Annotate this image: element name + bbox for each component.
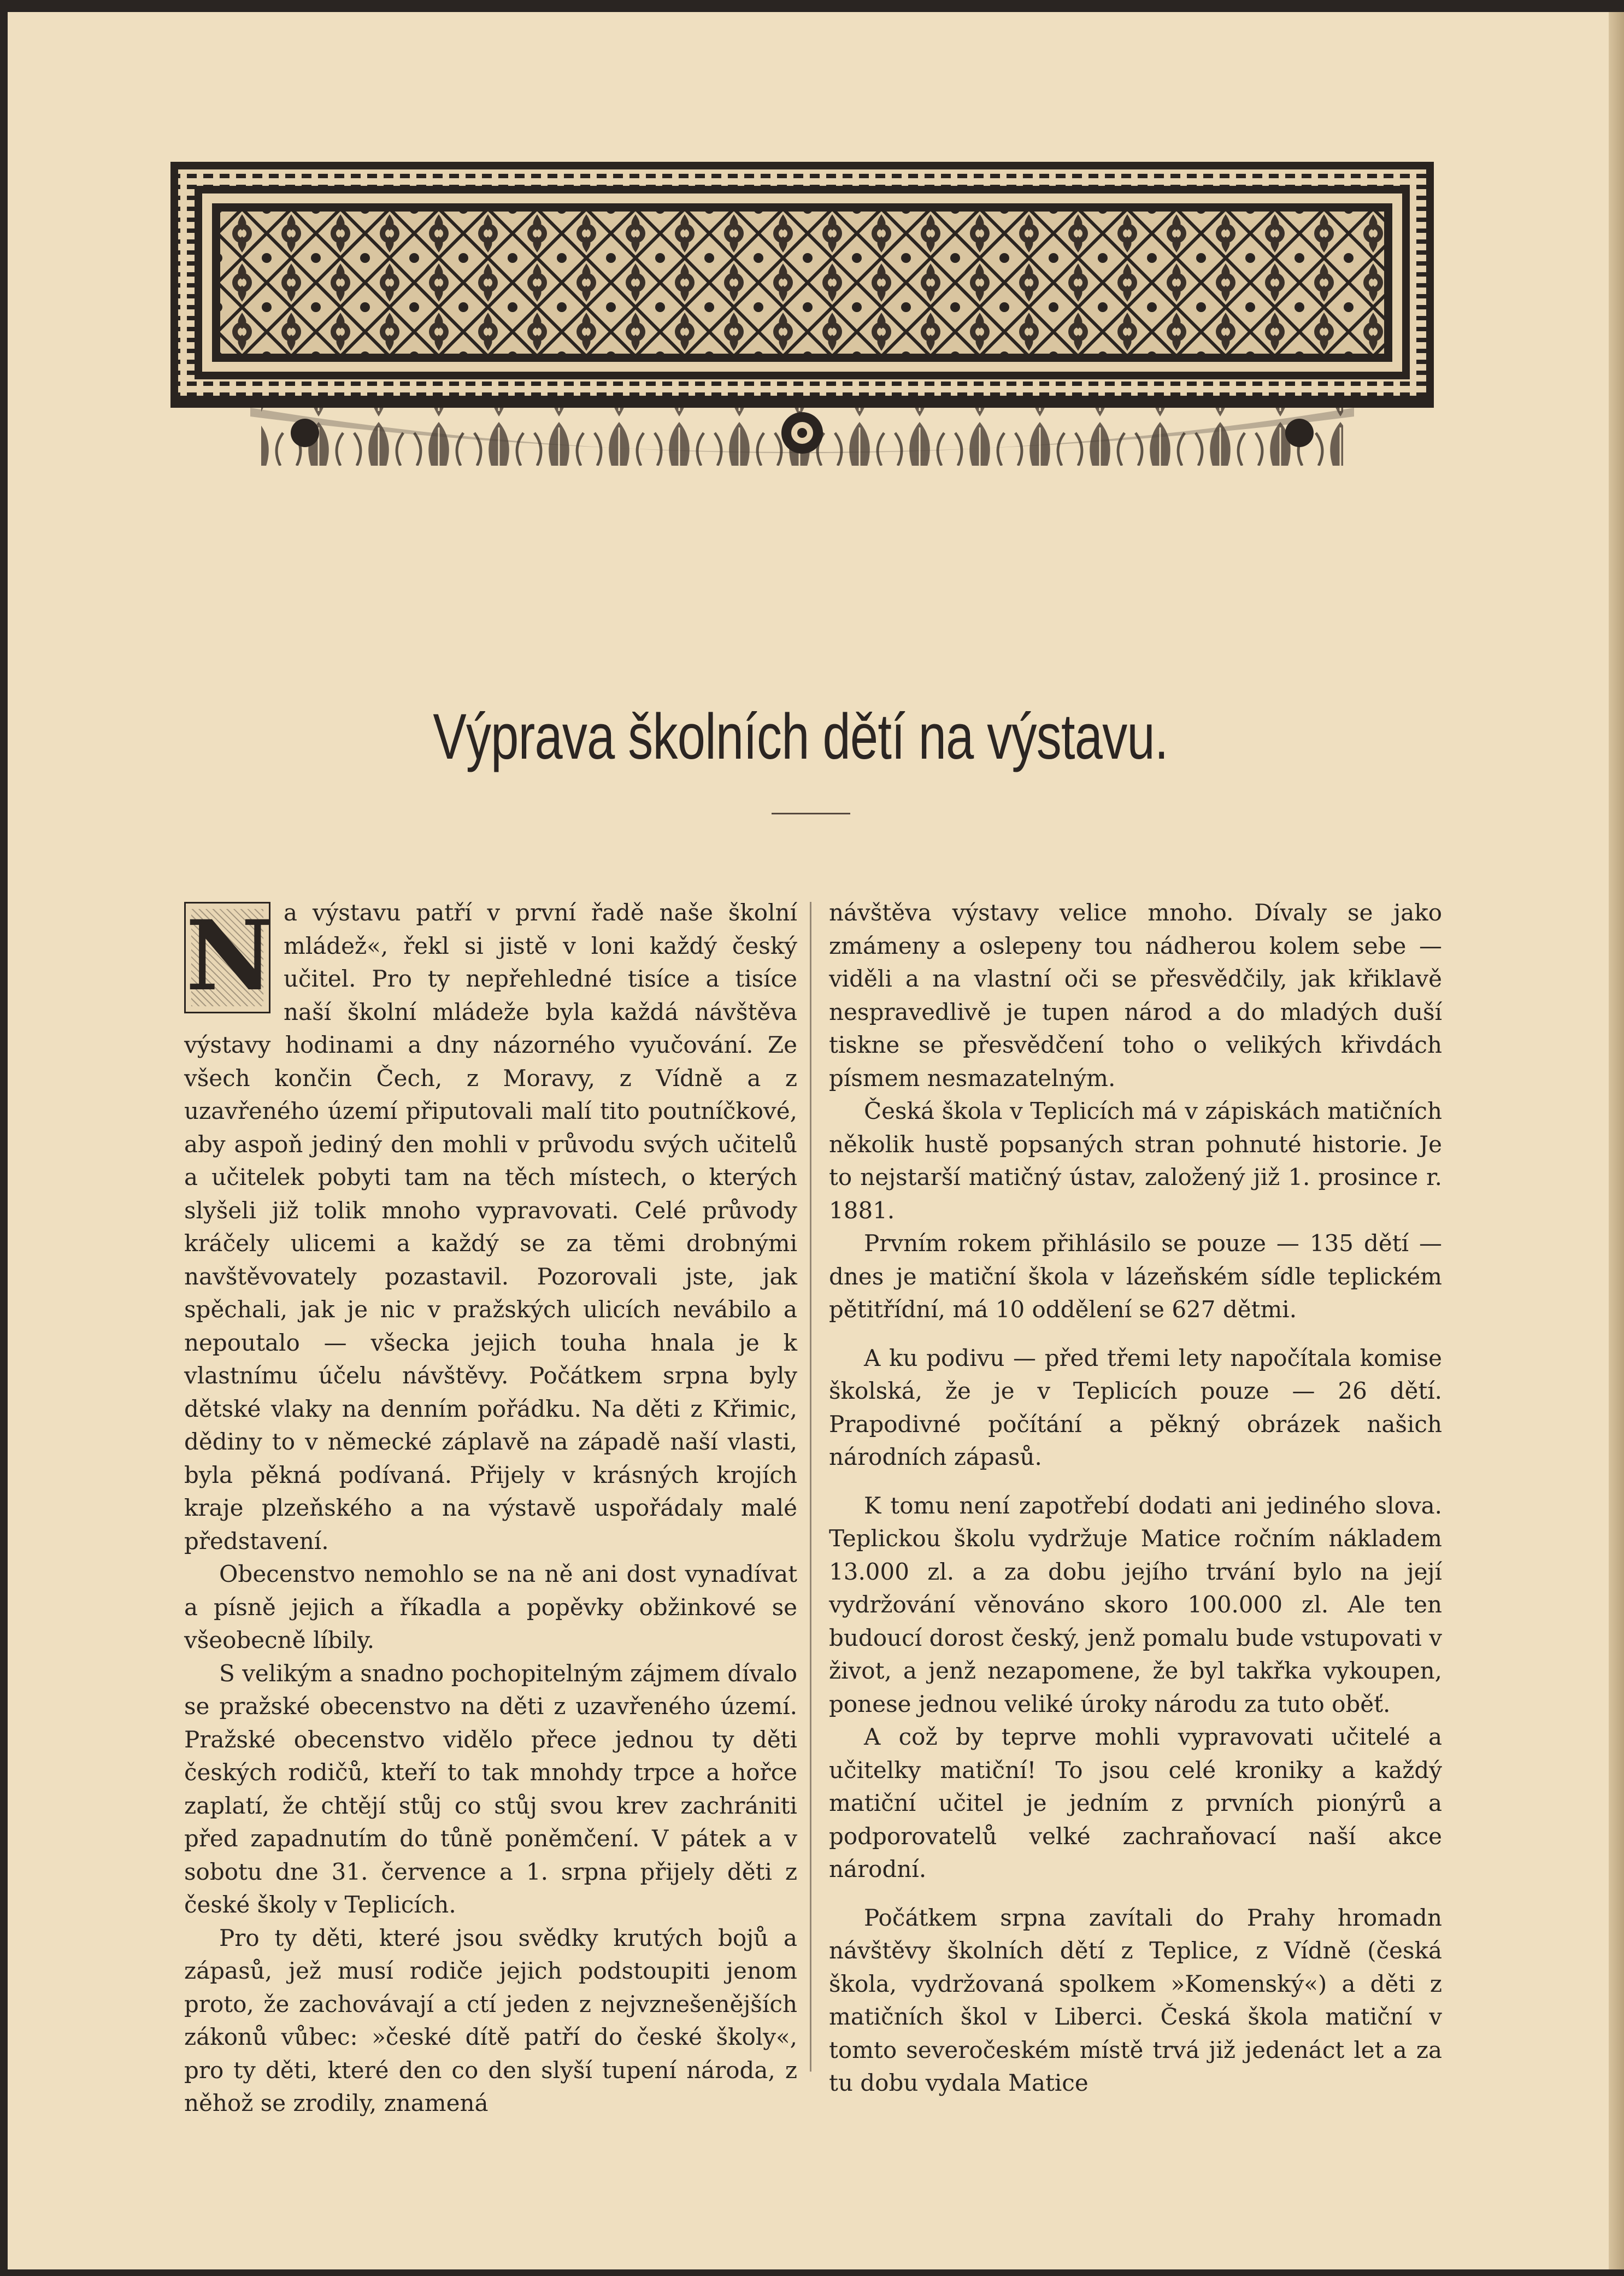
right-paragraph-3: Prvním rokem přihlásilo se pouze — 135 dětí — dnes je matiční škola v lázeňském sídle teplickém pětitřídní, má 10 oddělení se 627 dětmi.	[829, 1230, 1442, 1323]
left-paragraph-4: Pro ty děti, které jsou svědky krutých bojů a zápasů, jež musí rodiče jejich podstoupiti jenom proto, že zachovávají a ctí jeden z nejvznešenějších zákonů vůbec: »české dítě patří do české školy«, pro ty děti, které den co den slyší tupení národa, z něhož se zrodily, znamená	[184, 1924, 797, 2116]
right-paragraph-6: A což by teprve mohli vypravovati učitelé a učitelky matiční! To jsou celé kroniky a každý matiční učitel je jedním z prvních pionýrů a podporovatelů velké zachraňovací naší akce národní.	[829, 1723, 1442, 1882]
left-column	[184, 896, 797, 2120]
right-column	[829, 896, 1442, 2100]
left-paragraph-1	[184, 896, 797, 1558]
ornament-header-icon	[168, 160, 1436, 466]
column-divider	[810, 902, 811, 2072]
page-edge	[1609, 12, 1624, 2269]
article-title: Výprava školních dětí na výstavu.	[433, 701, 1168, 773]
left-paragraph-1-text: a výstavu patří v první řadě naše školní mládež«, řekl si jistě v loni každý český učitel. Pro ty nepřehledné tisíce a tisíce naší školní mládeže byla každá návštěva výstavy hodinami a dny názorného vyučování. Ze všech končin Čech, z Moravy, z Vídně a z uzavřeného území připutovali malí tito poutníčkové, aby aspoň jediný den mohli v průvodu svých učitelů a učitelek pobyti tam na těch místech, o kterých slyšeli již tolik mnoho vypravovati. Celé průvody kráčely ulicemi a každý se za těmi drobnými navštěvovately pozastavil. Pozorovali jste, jak spěchali, jak je nic v pražských ulicích nevábilo a nepoutalo — všecka jejich touha hnala je k vlastnímu účelu návštěvy. Počátkem srpna byly dětské vlaky na denním pořádku. Na děti z Křimic, dědiny to v německé záplavě na západě naší vlasti, byla pěkná podívaná. Přijely v krásných krojích kraje plzeňského a na výstavě uspořádaly malé představení.	[184, 899, 797, 1555]
left-paragraph-2: Obecenstvo nemohlo se na ně ani dost vynadívat a písně jejich a říkadla a popěvky obžinkové se všeobecně líbily.	[184, 1561, 797, 1653]
dropcap-letter: N	[186, 899, 274, 1012]
title-rule	[772, 813, 850, 814]
left-paragraph-3: S velikým a snadno pochopitelným zájmem dívalo se pražské obecenstvo na děti z uzavřeného území. Pražské obecenstvo vidělo přece jednou ty děti českých rodičů, kteří to tak mnohdy trpce a hořce zaplatí, že chtějí stůj co stůj svou krev zachrániti před zapadnutím do tůně poněmčení. V pátek a v sobotu dne 31. července a 1. srpna přijely děti z české školy v Teplicích.	[184, 1659, 797, 1918]
right-paragraph-5: K tomu není zapotřebí dodati ani jediného slova. Teplickou školu vydržuje Matice ročním nákladem 13.000 zl. a za dobu jejího trvání bylo na její vydržování věnováno skoro 100.000 zl. Ale ten budoucí dorost český, jenž pomalu bude vstupovati v život, a jenž nezapomene, že byl takřka vykoupen, ponese jednou veliké úroky národu za tuto oběť.	[829, 1492, 1442, 1717]
right-paragraph-2: Česká škola v Teplicích má v zápiskách matičních několik hustě popsaných stran pohnuté historie. Je to nejstarší matičný ústav, založený již 1. prosince r. 1881.	[829, 1098, 1442, 1224]
right-paragraph-7: Počátkem srpna zavítali do Prahy hromadn návštěvy školních dětí z Teplice, z Vídně (česká škola, vydržovaná spolkem »Komenský«) a děti z matičních škol v Liberci. Česká škola matiční v tomto severočeském místě trvá již jedenáct let a za tu dobu vydala Matice	[829, 1904, 1442, 2096]
right-paragraph-1: návštěva výstavy velice mnoho. Dívaly se jako zmámeny a oslepeny tou nádherou kolem sebe — viděli a na vlastní oči se přesvědčily, jak křiklavě nespravedlivě je tupen národ a do mladých duší tiskne se přesvědčení toho o velikých křivdách písmem nesmazatelným.	[829, 899, 1442, 1092]
right-paragraph-4: A ku podivu — před třemi lety napočítala komise školská, že je v Teplicích pouze — 26 dětí. Prapodivné počítání a pěkný obrázek našich národních zápasů.	[829, 1344, 1442, 1470]
dropcap-n-icon	[184, 899, 274, 1013]
